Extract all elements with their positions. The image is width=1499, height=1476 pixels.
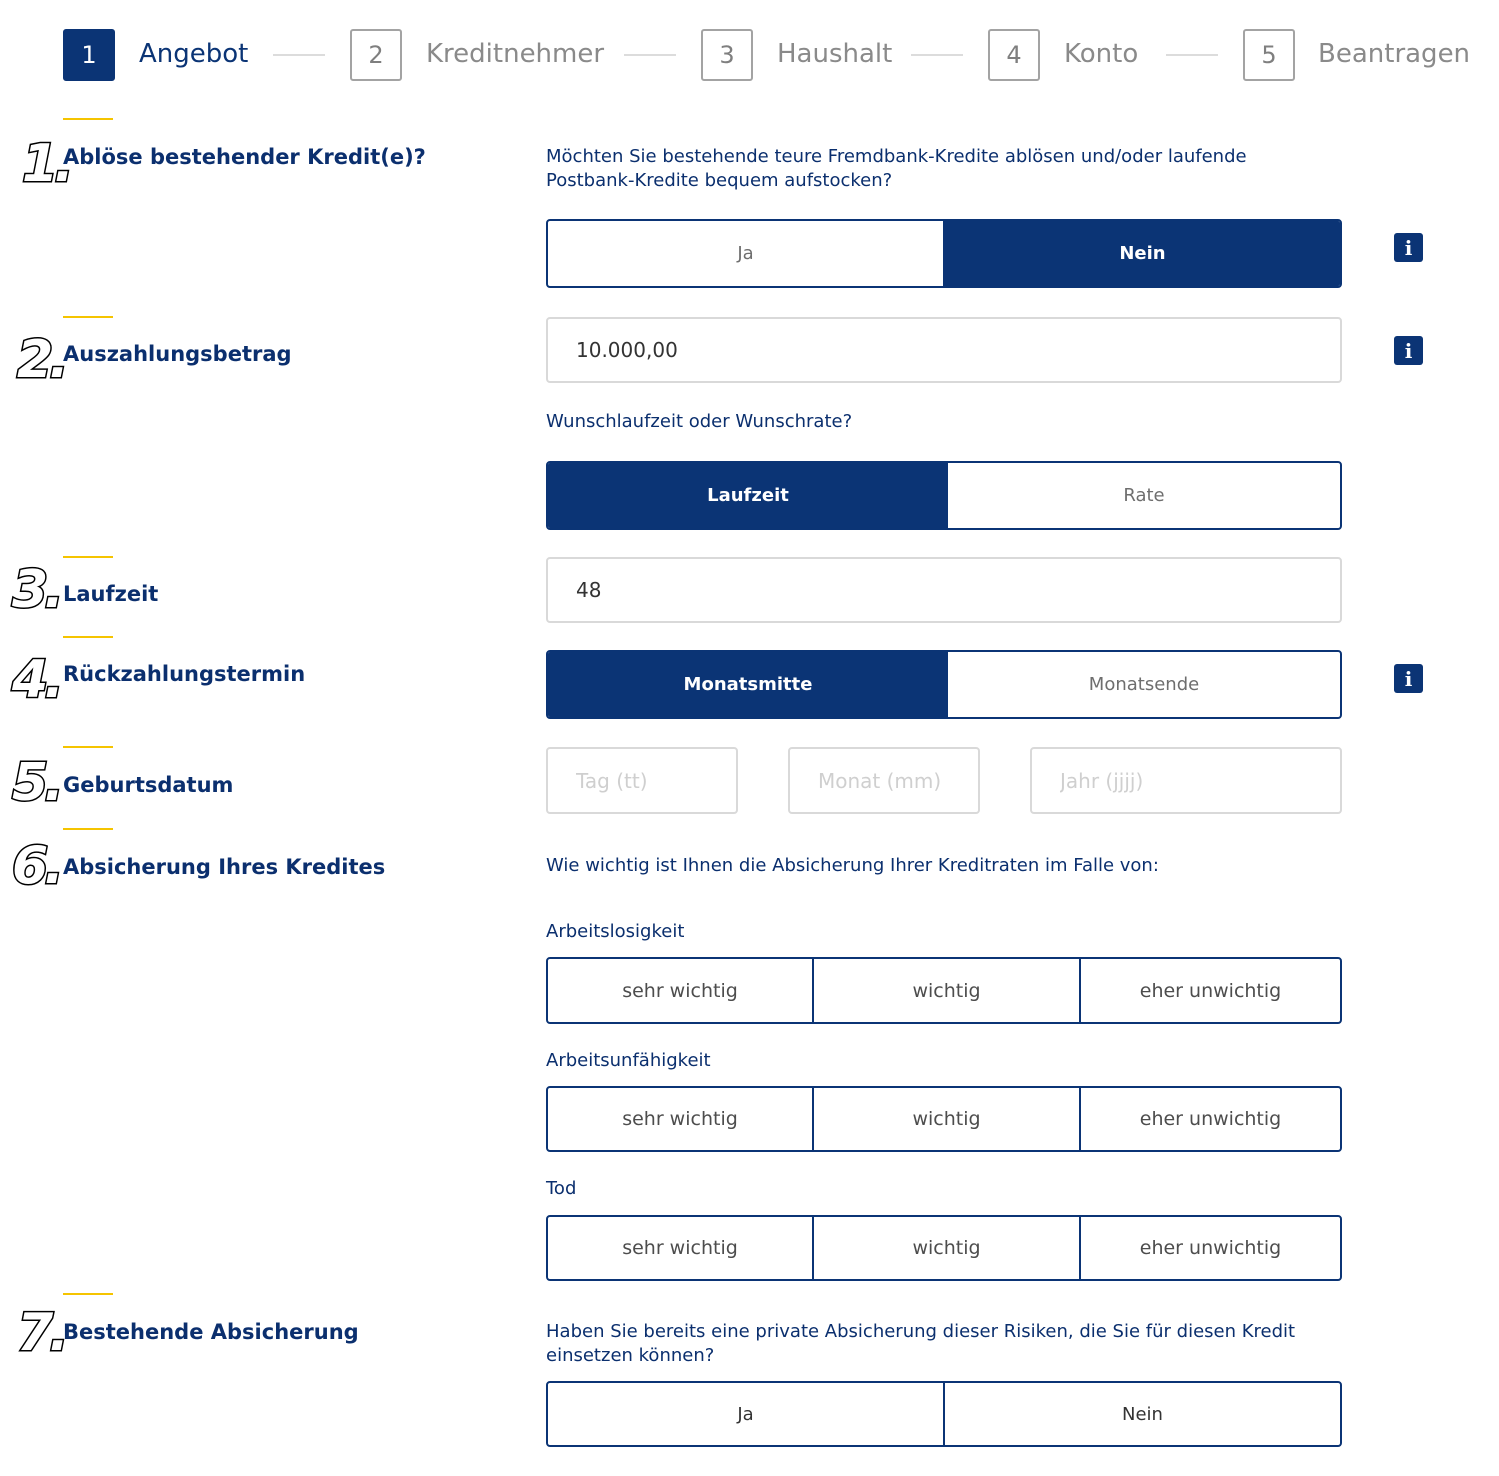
- section-divider: [63, 118, 113, 120]
- laufzeit-label: Laufzeit: [63, 582, 159, 606]
- arbeitslosigkeit-wichtig-button[interactable]: wichtig: [812, 959, 1079, 1022]
- birth-month-input[interactable]: [788, 747, 980, 814]
- step-5-number[interactable]: 5: [1243, 29, 1295, 81]
- birth-year-input[interactable]: [1030, 747, 1342, 814]
- risk-arbeitsunfaehigkeit-label: Arbeitsunfähigkeit: [546, 1050, 711, 1071]
- info-icon[interactable]: i: [1394, 664, 1423, 693]
- amount-input[interactable]: [546, 317, 1342, 383]
- bestehende-ja-button[interactable]: Ja: [737, 1403, 754, 1425]
- step-1-number[interactable]: 1: [63, 29, 115, 81]
- info-icon[interactable]: i: [1394, 233, 1423, 262]
- annotation-number-2: 2.: [17, 330, 65, 390]
- bestehende-nein-button[interactable]: Nein: [943, 1383, 1340, 1445]
- info-icon[interactable]: i: [1394, 336, 1423, 365]
- section-divider: [63, 636, 113, 638]
- section-divider: [63, 1293, 113, 1295]
- annotation-number-1: 1.: [22, 134, 70, 194]
- annotation-number-4: 4.: [12, 650, 60, 710]
- wunsch-toggle: [546, 461, 1342, 530]
- tod-sehr-wichtig-button[interactable]: sehr wichtig: [622, 1237, 738, 1259]
- arbeitsunfaehigkeit-eher-unwichtig-button[interactable]: eher unwichtig: [1079, 1088, 1340, 1150]
- arbeitsunfaehigkeit-wichtig-button[interactable]: wichtig: [812, 1088, 1079, 1150]
- tod-choice: [546, 1215, 1342, 1281]
- progress-stepper: [0, 0, 1499, 110]
- arbeitslosigkeit-sehr-wichtig-button[interactable]: sehr wichtig: [622, 979, 738, 1002]
- step-4-label[interactable]: Konto: [1064, 39, 1139, 69]
- absicherung-label: Absicherung Ihres Kredites: [63, 855, 386, 879]
- monatsmitte-button[interactable]: Monatsmitte: [548, 652, 948, 717]
- arbeitslosigkeit-eher-unwichtig-button[interactable]: eher unwichtig: [1079, 959, 1340, 1022]
- step-1-label[interactable]: Angebot: [139, 39, 249, 69]
- section-divider: [63, 556, 113, 558]
- risk-arbeitslosigkeit-label: Arbeitslosigkeit: [546, 921, 685, 942]
- abloese-nein-button[interactable]: Nein: [943, 221, 1340, 286]
- section-divider: [63, 746, 113, 748]
- arbeitslosigkeit-choice: [546, 957, 1342, 1024]
- rate-option-button[interactable]: Rate: [1123, 485, 1165, 506]
- arbeitsunfaehigkeit-sehr-wichtig-button[interactable]: sehr wichtig: [622, 1108, 738, 1130]
- tod-eher-unwichtig-button[interactable]: eher unwichtig: [1079, 1217, 1340, 1279]
- tod-wichtig-button[interactable]: wichtig: [812, 1217, 1079, 1279]
- step-separator: [911, 54, 963, 56]
- step-5-label[interactable]: Beantragen: [1318, 39, 1471, 69]
- section-divider: [63, 828, 113, 830]
- birth-day-input[interactable]: [546, 747, 738, 814]
- abloese-toggle: [546, 219, 1342, 288]
- step-separator: [273, 54, 325, 56]
- annotation-number-3: 3.: [12, 560, 60, 620]
- step-2-label[interactable]: Kreditnehmer: [426, 39, 605, 69]
- laufzeit-option-button[interactable]: Laufzeit: [548, 463, 948, 528]
- step-3-number[interactable]: 3: [701, 29, 753, 81]
- arbeitsunfaehigkeit-choice: [546, 1086, 1342, 1152]
- wunsch-question: Wunschlaufzeit oder Wunschrate?: [546, 411, 853, 432]
- step-4-number[interactable]: 4: [988, 29, 1040, 81]
- laufzeit-input[interactable]: [546, 557, 1342, 623]
- geburtsdatum-label: Geburtsdatum: [63, 773, 234, 797]
- absicherung-question: Wie wichtig ist Ihnen die Absicherung Ihrer Kreditraten im Falle von:: [546, 855, 1159, 876]
- rueckzahlung-toggle: [546, 650, 1342, 719]
- monatsende-button[interactable]: Monatsende: [1088, 674, 1200, 695]
- rueckzahlung-label: Rückzahlungstermin: [63, 662, 306, 686]
- abloese-question: Möchten Sie bestehende teure Fremdbank-Kredite ablösen und/oder laufende Postbank-Kredite bequem aufstocken?: [546, 146, 1247, 191]
- annotation-number-6: 6.: [12, 836, 60, 896]
- abloese-ja-button[interactable]: Ja: [737, 243, 754, 264]
- step-2-number[interactable]: 2: [350, 29, 402, 81]
- risk-tod-label: Tod: [546, 1178, 577, 1199]
- bestehende-question: Haben Sie bereits eine private Absicherung dieser Risiken, die Sie für diesen Kredit einsetzen können?: [546, 1321, 1296, 1366]
- step-separator: [1166, 54, 1218, 56]
- bestehende-label: Bestehende Absicherung: [63, 1320, 359, 1344]
- step-3-label[interactable]: Haushalt: [777, 39, 893, 69]
- section-divider: [63, 316, 113, 318]
- step-separator: [624, 54, 676, 56]
- annotation-number-5: 5.: [12, 753, 60, 813]
- abloese-label: Ablöse bestehender Kredit(e)?: [63, 145, 426, 169]
- bestehende-toggle: [546, 1381, 1342, 1447]
- annotation-number-7: 7.: [17, 1303, 65, 1363]
- auszahlung-label: Auszahlungsbetrag: [63, 342, 292, 366]
